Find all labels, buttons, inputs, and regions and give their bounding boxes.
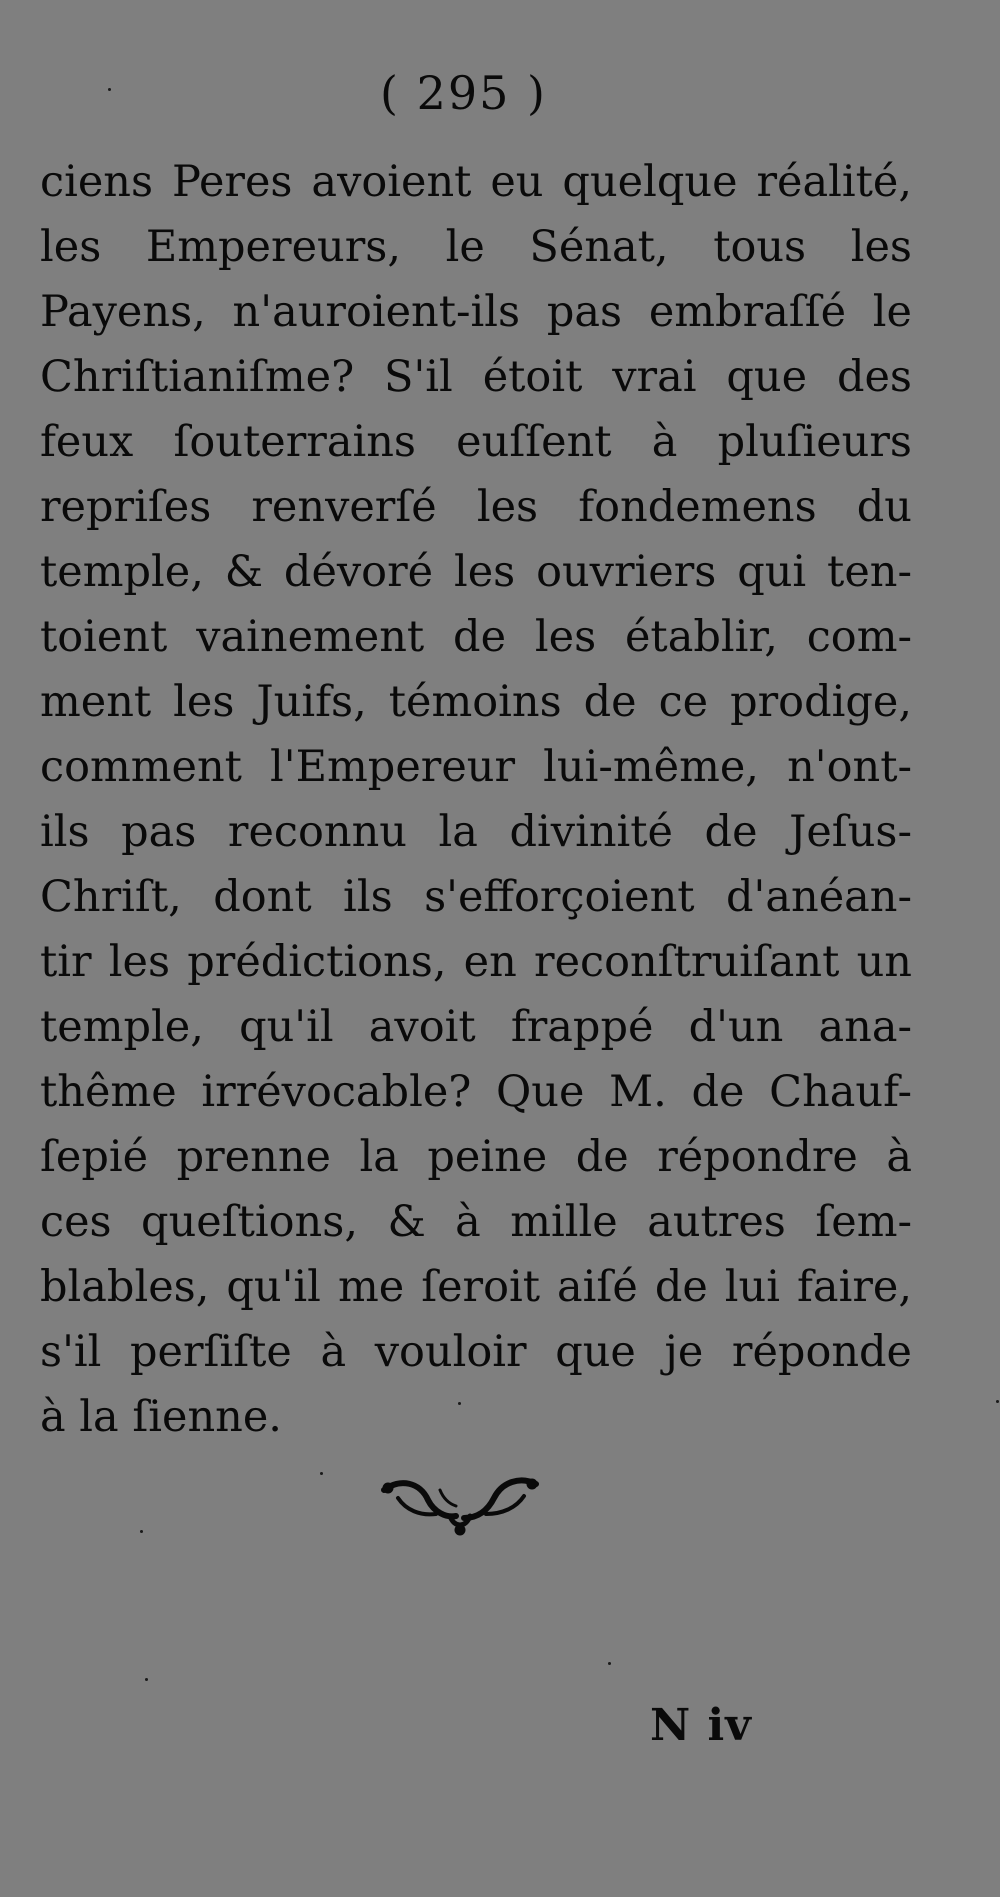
- signature-mark: N iv: [650, 1700, 752, 1751]
- text-line: thême irrévocable? Que M. de Chauf-: [40, 1067, 912, 1117]
- text-line: ſepié prenne la peine de répondre à: [40, 1132, 912, 1182]
- ink-speck: [140, 1530, 143, 1533]
- text-line: Payens, n'auroient-ils pas embraſſé le: [40, 287, 912, 337]
- ink-speck: [608, 1662, 611, 1665]
- text-line: ils pas reconnu la divinité de Jeſus-: [40, 807, 912, 857]
- body-text: [40, 150, 912, 1450]
- text-line: temple, & dévoré les ouvriers qui ten-: [40, 547, 912, 597]
- text-line: blables, qu'il me ſeroit aiſé de lui faire,: [40, 1262, 912, 1312]
- text-line: Chriſt, dont ils s'efforçoient d'anéan-: [40, 872, 912, 922]
- fleuron-ornament-icon: [380, 1470, 540, 1540]
- text-line: s'il perſiſte à vouloir que je réponde: [40, 1327, 912, 1377]
- text-line: ces queſtions, & à mille autres ſem-: [40, 1197, 912, 1247]
- page-number: ( 295 ): [380, 66, 547, 120]
- ink-speck: [108, 88, 111, 91]
- text-line: ment les Juifs, témoins de ce prodige,: [40, 677, 912, 727]
- text-line: les Empereurs, le Sénat, tous les: [40, 222, 912, 272]
- text-line: temple, qu'il avoit frappé d'un ana-: [40, 1002, 912, 1052]
- text-line: tir les prédictions, en reconſtruiſant un: [40, 937, 912, 987]
- text-line: Chriſtianiſme? S'il étoit vrai que des: [40, 352, 912, 402]
- ink-speck: [996, 1400, 999, 1403]
- text-line: repriſes renverſé les fondemens du: [40, 482, 912, 532]
- text-line: ciens Peres avoient eu quelque réalité,: [40, 157, 912, 207]
- ink-speck: [320, 1472, 323, 1475]
- text-line-last: à la ſienne.: [40, 1392, 282, 1442]
- text-line: toient vainement de les établir, com-: [40, 612, 912, 662]
- ink-speck: [458, 1402, 461, 1405]
- text-line: comment l'Empereur lui-même, n'ont-: [40, 742, 912, 792]
- ink-speck: [145, 1678, 148, 1681]
- text-line: feux ſouterrains euſſent à pluſieurs: [40, 417, 912, 467]
